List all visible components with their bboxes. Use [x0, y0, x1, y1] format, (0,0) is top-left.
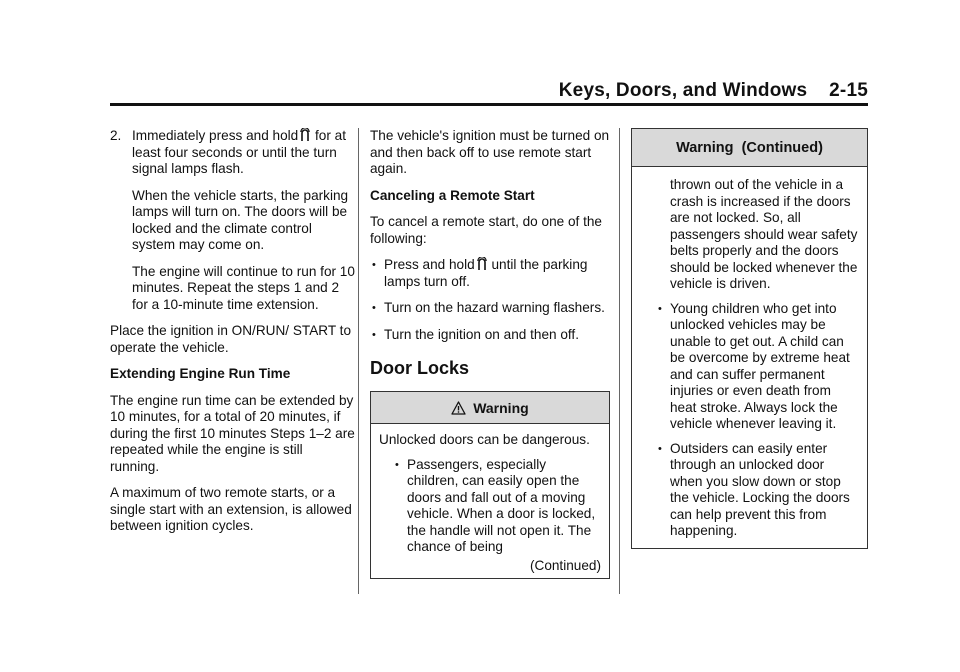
- bullet-text: Young children who get into unlocked vehicles may be unable to get out. A child can be overcome by extreme heat and can suffer permanent injuries or even death from heat stroke. Always lock the vehicle whenever leaving it.: [670, 300, 850, 431]
- warning-header: [371, 392, 609, 424]
- step-2-text-end: for at least four seconds or until the turn signal lamps flash.: [132, 128, 346, 176]
- ignition-on-paragraph: The vehicle's ignition must be turned on and then back off to use remote start again.: [370, 128, 610, 176]
- list-item: [370, 257, 610, 290]
- ignition-paragraph: Place the ignition in ON/RUN/ START to operate the vehicle.: [110, 323, 352, 355]
- bullet-icon: •: [395, 458, 399, 471]
- bullet-icon: •: [658, 302, 662, 315]
- list-item: [370, 327, 610, 344]
- warning-box: [370, 391, 610, 579]
- bullet-text: Passengers, especially children, can easily open the doors and fall out of a moving vehicle. When a door is locked, the handle will not open it. The chance of being: [407, 456, 596, 554]
- warning-continued-body: [632, 167, 867, 548]
- warning-intro: Unlocked doors can be dangerous.: [379, 432, 590, 447]
- cancel-intro-paragraph: To cancel a remote start, do one of the following:: [370, 214, 602, 246]
- step-2: [110, 128, 355, 178]
- continued-label: (Continued): [529, 557, 601, 573]
- step-number: 2.: [110, 128, 122, 143]
- step-2-paragraph-1: When the vehicle starts, the parking lamps will turn on. The doors will be locked and the climate control system may come on.: [132, 187, 349, 252]
- list-item: [370, 300, 610, 317]
- warning-continued-box: [631, 128, 868, 549]
- bullet-icon: •: [658, 442, 662, 455]
- bullet-icon: •: [372, 328, 376, 341]
- warning-continued-text: thrown out of the vehicle in a crash is increased if the doors are not locked. So, all passengers should wear safety belts properly and the doors should be locked whenever the vehicle is driven.: [670, 177, 858, 291]
- bullet-text: Turn the ignition on and then off.: [384, 326, 579, 342]
- bullet-icon: •: [372, 302, 376, 314]
- column-1: [110, 128, 355, 545]
- page-header: [110, 80, 868, 104]
- step-2-paragraph-2: The engine will continue to run for 10 minutes. Repeat the steps 1 and 2 for a 10-minute time extension.: [132, 263, 355, 312]
- door-locks-title: Door Locks: [370, 358, 470, 378]
- warning-title: Warning: [473, 400, 529, 416]
- canceling-heading: Canceling a Remote Start: [370, 187, 535, 203]
- warning-continued-bullet-list: [640, 301, 859, 540]
- bullet-text: Turn on the hazard warning flashers.: [384, 300, 605, 315]
- extending-heading: Extending Engine Run Time: [110, 366, 291, 381]
- remote-start-icon: [477, 257, 487, 271]
- cancel-bullet-list: [370, 257, 610, 343]
- warning-body: [371, 424, 609, 578]
- list-item: [656, 301, 859, 433]
- maximum-paragraph: A maximum of two remote starts, or a single start with an extension, is allowed between ignition cycles.: [110, 485, 352, 533]
- list-item: [393, 457, 601, 556]
- remote-start-icon: [300, 128, 310, 142]
- column-3: [631, 128, 868, 549]
- list-item: [656, 441, 859, 540]
- bullet-text-end: until the parking lamps turn off.: [384, 257, 588, 289]
- header-rule: [110, 103, 868, 106]
- column-2: [370, 128, 610, 579]
- bullet-text: Outsiders can easily enter through an unlocked door when you slow down or stop the vehicle. Locking the doors can help prevent this from happening.: [670, 440, 850, 538]
- extending-paragraph: The engine run time can be extended by 10 minutes, for a total of 20 minutes, if during the first 10 minutes Steps 1–2 are repeated while the engine is still running.: [110, 392, 355, 474]
- page-title: Keys, Doors, and Windows 2-15: [558, 80, 868, 101]
- column-divider-1: [358, 128, 359, 594]
- step-2-text-start: Immediately press and hold: [132, 128, 299, 143]
- warning-bullet-list: [379, 457, 601, 556]
- warning-continued-header: [632, 129, 867, 167]
- bullet-icon: •: [372, 259, 376, 271]
- warning-triangle-icon: [451, 394, 466, 408]
- bullet-text-start: Press and hold: [384, 257, 475, 272]
- warning-continued-title: Warning (Continued): [676, 140, 823, 156]
- column-divider-2: [619, 128, 620, 594]
